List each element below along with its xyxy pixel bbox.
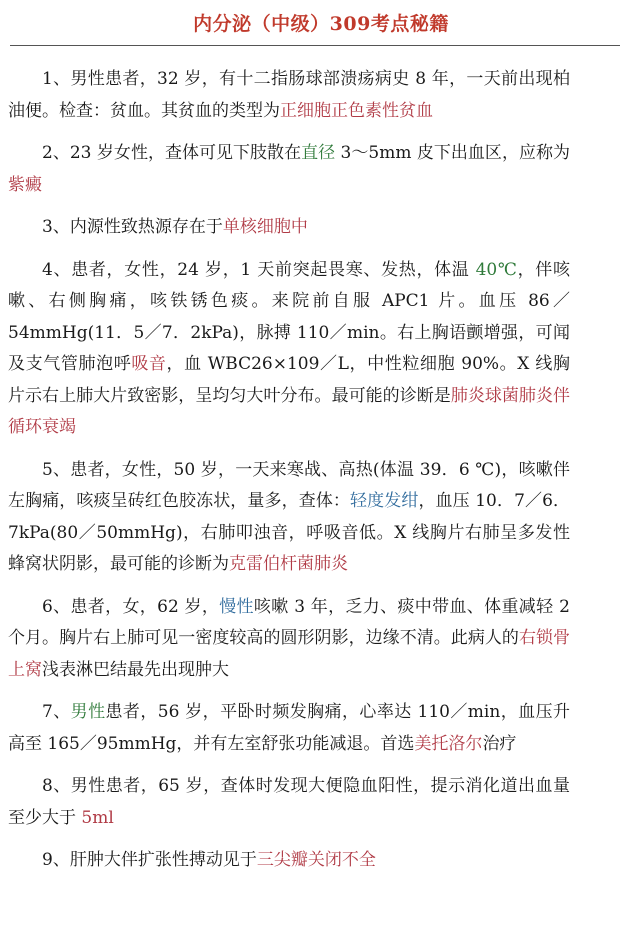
question-list bbox=[8, 64, 570, 888]
answer-highlight: 轻度发绀 bbox=[350, 491, 419, 511]
question-item bbox=[8, 592, 570, 687]
answer-highlight: 紫癜 bbox=[8, 174, 42, 195]
answer-highlight: 三尖瓣关闭不全 bbox=[256, 850, 376, 870]
answer-highlight: 肺炎球菌肺炎伴循环衰竭 bbox=[8, 385, 570, 437]
question-text: 男性患者，65 岁，查体时发现大便隐血阳性，提示消化道出血量至少大于 bbox=[8, 776, 570, 828]
question-number: 8、 bbox=[42, 776, 71, 796]
question-item bbox=[8, 697, 570, 760]
question-text: 患者，女，62 岁， bbox=[70, 596, 220, 617]
answer-highlight: 吸音 bbox=[131, 354, 167, 374]
question-item bbox=[8, 138, 570, 201]
question-text: ，伴咳嗽、右侧胸痛，咳铁锈色痰。来院前自服 APC1 片。血压 86／54mmHg(11．5／7．2kPa)，脉搏 110／min。右上胸语颤增强，可闻及支气管肺泡呼 bbox=[8, 259, 570, 374]
question-text: 男性患者，32 岁，有十二指肠球部溃疡病史 8 年，一天前出现柏油便。检查：贫血。其贫血的类型为 bbox=[8, 69, 570, 121]
question-text: 肝肿大伴扩张性搏动见于 bbox=[69, 850, 257, 870]
answer-highlight: 直径 bbox=[301, 143, 336, 163]
page-title: 内分泌（中级）309考点秘籍 bbox=[193, 13, 449, 35]
title-divider bbox=[10, 45, 620, 46]
question-number: 5、 bbox=[42, 459, 71, 480]
question-item bbox=[8, 64, 570, 127]
question-text: 患者，56 岁，平卧时频发胸痛，心率达 110／min，血压升高至 165／95mmHg，并有左室舒张功能减退。首选 bbox=[8, 702, 570, 754]
question-text: 23 岁女性，查体可见下肢散在 bbox=[69, 143, 302, 163]
answer-highlight: 正细胞正色素性贫血 bbox=[280, 100, 433, 121]
question-text: 患者，女性，24 岁，1 天前突起畏寒、发热，体温 bbox=[71, 259, 476, 280]
answer-highlight: 单核细胞中 bbox=[222, 217, 308, 237]
question-number: 4、 bbox=[42, 259, 72, 280]
question-number: 2、 bbox=[42, 143, 70, 163]
answer-highlight: 克雷伯杆菌肺炎 bbox=[229, 554, 348, 574]
question-text: 内源性致热源存在于 bbox=[69, 217, 223, 237]
question-text: 浅表淋巴结最先出现肿大 bbox=[42, 659, 229, 680]
question-number: 7、 bbox=[42, 702, 71, 722]
answer-highlight: 慢性 bbox=[219, 596, 254, 617]
answer-highlight: 男性 bbox=[70, 702, 106, 722]
question-number: 1、 bbox=[42, 69, 71, 89]
answer-highlight: 美托洛尔 bbox=[414, 733, 483, 754]
question-text: ，血压 10．7／6．7kPa(80／50mmHg)，右肺叩浊音，呼吸音低。X 线胸片右肺呈多发性蜂窝状阴影，最可能的诊断为 bbox=[8, 491, 571, 574]
question-text: 治疗 bbox=[482, 733, 517, 754]
question-item bbox=[8, 255, 570, 444]
question-text: ，血 WBC26×109／L，中性粒细胞 90%。X 线胸片示右上肺大片致密影，呈均匀大叶分布。最可能的诊断是 bbox=[8, 354, 571, 406]
answer-highlight: 右锁骨上窝 bbox=[8, 628, 570, 680]
question-text: 咳嗽 3 年，乏力、痰中带血、体重减轻 2 个月。胸片右上肺可见一密度较高的圆形阴影，边缘不清。此病人的 bbox=[8, 596, 571, 648]
question-number: 3、 bbox=[42, 217, 70, 237]
question-item bbox=[8, 455, 570, 581]
answer-highlight: 5ml bbox=[81, 807, 114, 828]
question-number: 9、 bbox=[42, 850, 70, 870]
question-text: 患者，女性，50 岁，一天来寒战、高热(体温 39．6 ℃)，咳嗽伴左胸痛，咳痰呈砖红色胶冻状，量多，查体： bbox=[8, 459, 570, 511]
question-item bbox=[8, 771, 570, 834]
answer-highlight: 40℃ bbox=[475, 259, 518, 280]
question-item bbox=[8, 845, 570, 877]
question-number: 6、 bbox=[42, 596, 71, 617]
question-item bbox=[8, 212, 570, 244]
question-text: 3～5mm 皮下出血区，应称为 bbox=[335, 143, 570, 163]
